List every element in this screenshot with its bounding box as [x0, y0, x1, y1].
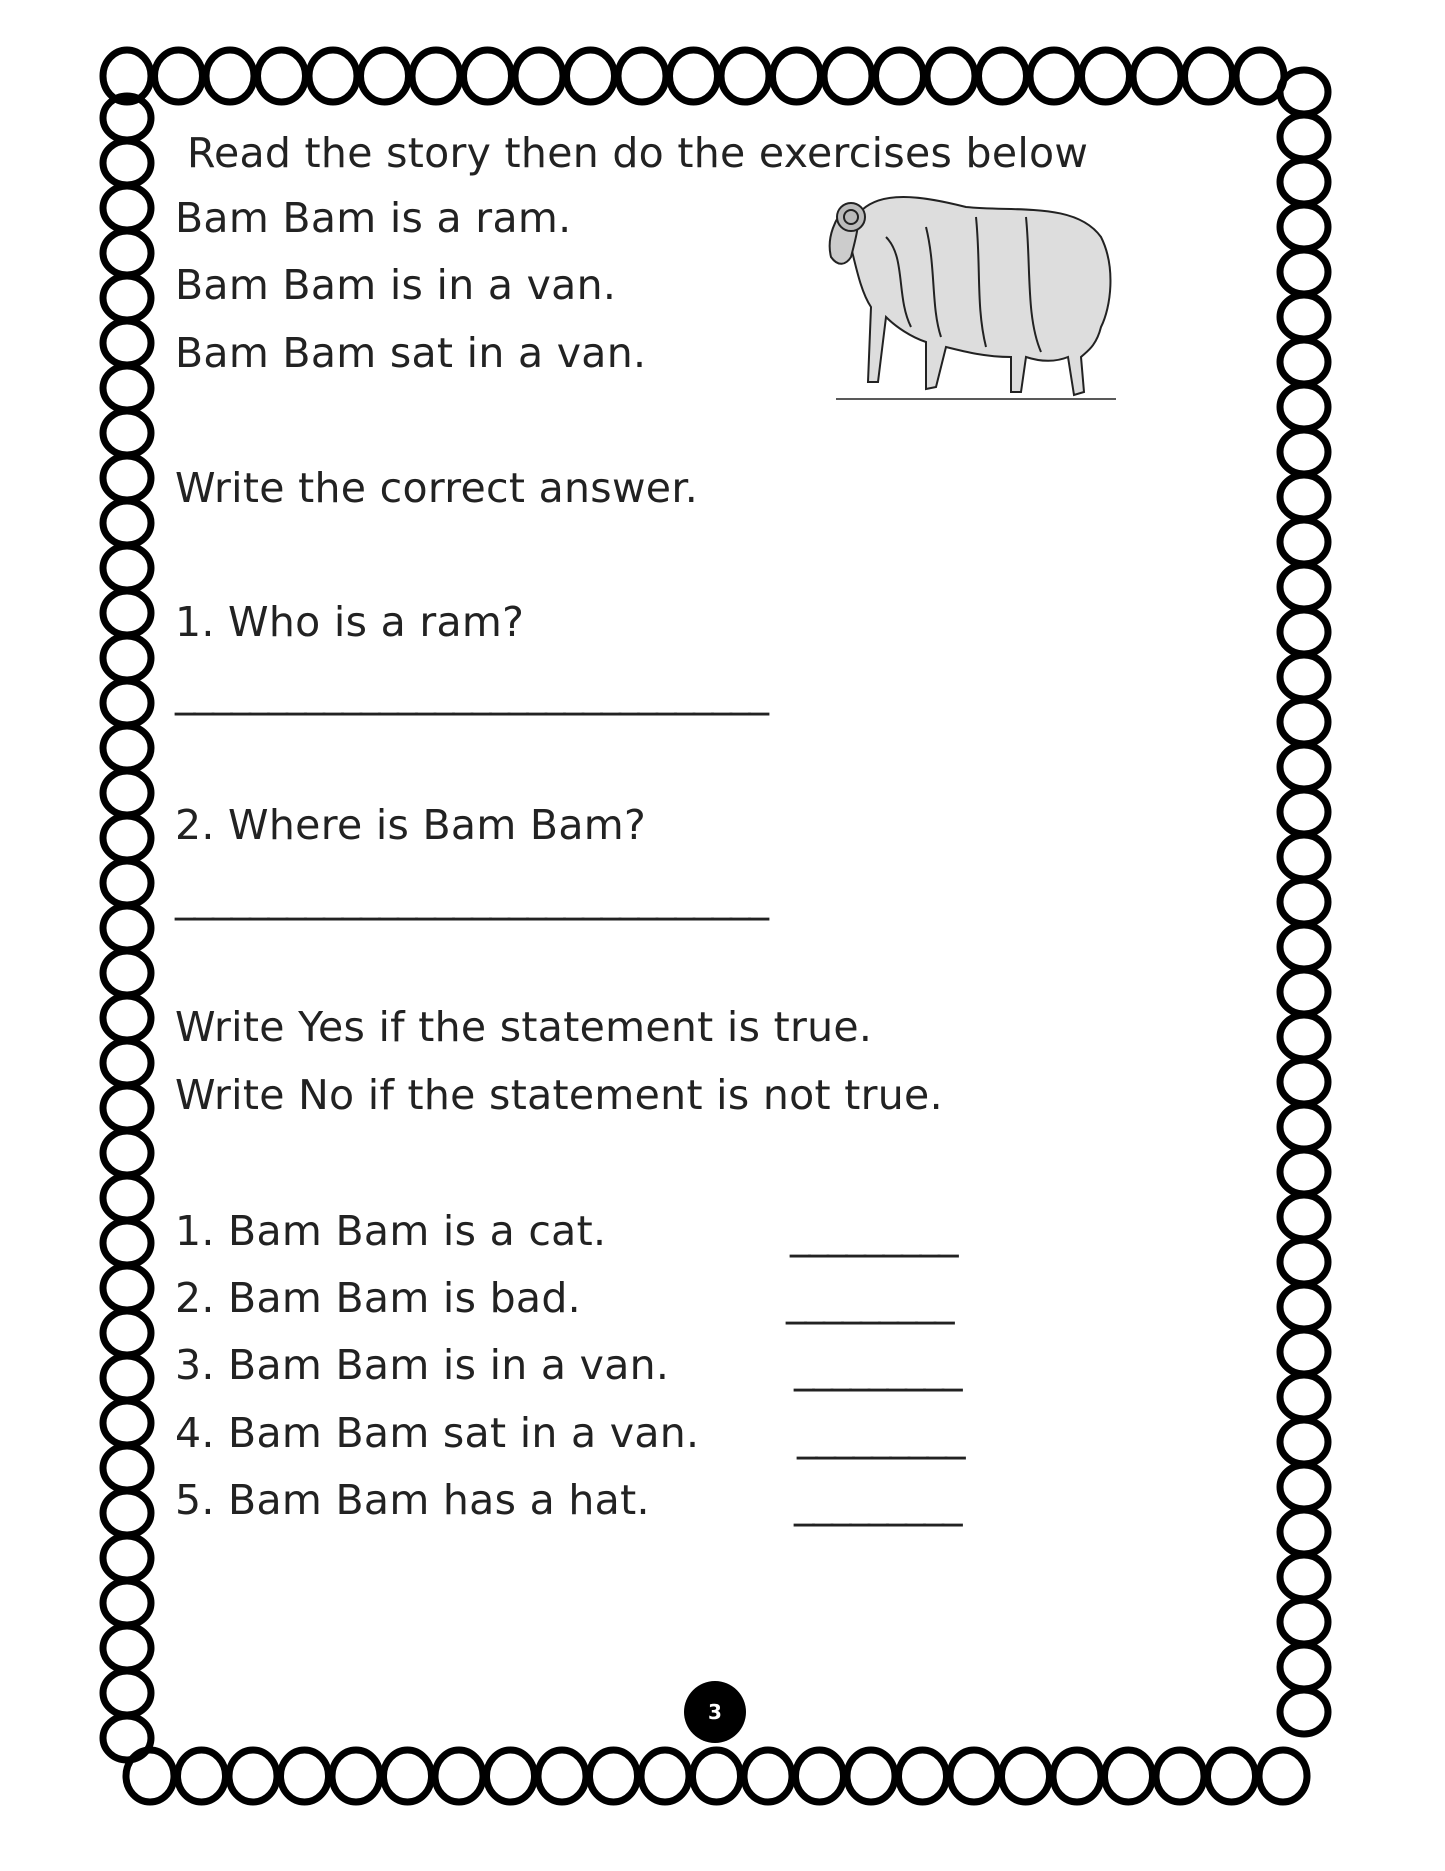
border-ring [103, 141, 151, 185]
border-ring [876, 50, 924, 102]
statement-blank-3[interactable]: _________ [794, 1344, 961, 1392]
border-ring [1280, 1240, 1328, 1284]
border-ring [1156, 1750, 1204, 1802]
border-ring [103, 951, 151, 995]
border-ring [1280, 385, 1328, 429]
border-ring [103, 861, 151, 905]
border-ring [927, 50, 975, 102]
border-ring [515, 50, 563, 102]
border-ring [103, 1131, 151, 1175]
border-ring [1280, 1645, 1328, 1689]
border-ring [1280, 1015, 1328, 1059]
border-ring [103, 1041, 151, 1085]
border-ring [1280, 295, 1328, 339]
border-ring [258, 50, 306, 102]
border-ring [103, 1401, 151, 1445]
border-ring [103, 1311, 151, 1355]
border-ring [103, 906, 151, 950]
border-ring [103, 681, 151, 725]
border-ring [950, 1750, 998, 1802]
border-ring [1280, 1420, 1328, 1464]
border-ring [103, 771, 151, 815]
border-ring [1280, 1465, 1328, 1509]
border-ring [1030, 50, 1078, 102]
border-ring [103, 816, 151, 860]
border-ring [281, 1750, 329, 1802]
border-ring [435, 1750, 483, 1802]
border-ring [103, 636, 151, 680]
border-ring [1280, 925, 1328, 969]
border-ring [979, 50, 1027, 102]
border-ring [1280, 835, 1328, 879]
border-ring [1053, 1750, 1101, 1802]
border-ring [206, 50, 254, 102]
border-ring [103, 1176, 151, 1220]
border-ring [1280, 340, 1328, 384]
border-ring [744, 1750, 792, 1802]
question-2: 2. Where is Bam Bam? [175, 801, 647, 849]
border-ring [1280, 970, 1328, 1014]
border-ring [1185, 50, 1233, 102]
border-ring [103, 1581, 151, 1625]
story-line: Bam Bam is in a van. [175, 261, 617, 309]
border-ring [1280, 565, 1328, 609]
border-ring [1280, 1195, 1328, 1239]
border-ring [1280, 1555, 1328, 1599]
statement-5: 5. Bam Bam has a hat. [175, 1476, 650, 1524]
border-ring [538, 1750, 586, 1802]
section1-instruction: Write the correct answer. [175, 464, 699, 512]
section2-instruction-yes: Write Yes if the statement is true. [175, 1003, 873, 1051]
border-ring [670, 50, 718, 102]
border-ring [487, 1750, 535, 1802]
statement-4: 4. Bam Bam sat in a van. [175, 1409, 700, 1457]
border-ring [824, 50, 872, 102]
border-ring [178, 1750, 226, 1802]
border-ring [464, 50, 512, 102]
border-ring [103, 1716, 151, 1760]
border-ring [103, 456, 151, 500]
border-ring [103, 591, 151, 635]
border-ring [103, 366, 151, 410]
border-ring [155, 50, 203, 102]
border-ring [796, 1750, 844, 1802]
border-ring [103, 276, 151, 320]
border-ring [1280, 250, 1328, 294]
border-ring [1280, 1375, 1328, 1419]
border-ring [1002, 1750, 1050, 1802]
border-ring [1105, 1750, 1153, 1802]
border-ring [618, 50, 666, 102]
border-ring [103, 1446, 151, 1490]
border-ring [641, 1750, 689, 1802]
border-ring [1280, 1690, 1328, 1734]
border-ring [361, 50, 409, 102]
border-ring [773, 50, 821, 102]
border-ring [103, 1086, 151, 1130]
border-ring [1133, 50, 1181, 102]
border-ring [103, 501, 151, 545]
story-line: Bam Bam is a ram. [175, 194, 572, 242]
border-ring [847, 1750, 895, 1802]
statement-blank-5[interactable]: _________ [794, 1479, 961, 1527]
border-ring [1280, 70, 1328, 114]
border-ring [1082, 50, 1130, 102]
border-ring [103, 1221, 151, 1265]
statement-blank-1[interactable]: _________ [790, 1210, 957, 1258]
border-ring [103, 546, 151, 590]
border-ring [412, 50, 460, 102]
statement-blank-2[interactable]: _________ [786, 1277, 953, 1325]
border-ring [1280, 1060, 1328, 1104]
border-ring [899, 1750, 947, 1802]
border-ring [1280, 160, 1328, 204]
border-ring [103, 1491, 151, 1535]
border-ring [1280, 610, 1328, 654]
border-ring [590, 1750, 638, 1802]
border-ring [721, 50, 769, 102]
statement-3: 3. Bam Bam is in a van. [175, 1341, 670, 1389]
border-ring [1280, 1105, 1328, 1149]
border-ring [1280, 1330, 1328, 1374]
border-ring [103, 726, 151, 770]
border-ring [332, 1750, 380, 1802]
statement-blank-4[interactable]: _________ [797, 1412, 964, 1460]
border-ring [1259, 1750, 1307, 1802]
page-number-badge: 3 [684, 1681, 746, 1743]
border-ring [103, 411, 151, 455]
border-ring [1280, 745, 1328, 789]
story-line: Bam Bam sat in a van. [175, 329, 647, 377]
border-ring [103, 1266, 151, 1310]
border-ring [1280, 700, 1328, 744]
border-ring [103, 1626, 151, 1670]
border-ring [103, 231, 151, 275]
border-ring [103, 1356, 151, 1400]
question-1: 1. Who is a ram? [175, 598, 525, 646]
border-ring [1280, 1150, 1328, 1194]
border-ring [1280, 520, 1328, 564]
statement-2: 2. Bam Bam is bad. [175, 1274, 581, 1322]
border-ring [1280, 430, 1328, 474]
border-ring [1280, 1510, 1328, 1554]
border-ring [693, 1750, 741, 1802]
statement-1: 1. Bam Bam is a cat. [175, 1207, 607, 1255]
border-ring [103, 1671, 151, 1715]
border-ring [103, 186, 151, 230]
border-ring [1280, 1285, 1328, 1329]
border-ring [1280, 475, 1328, 519]
section2-instruction-no: Write No if the statement is not true. [175, 1071, 943, 1119]
border-ring [1280, 205, 1328, 249]
border-ring [229, 1750, 277, 1802]
answer-line-1[interactable]: ________________________________ [175, 668, 767, 716]
border-ring [1280, 655, 1328, 699]
answer-line-2[interactable]: ________________________________ [175, 873, 767, 921]
border-ring [384, 1750, 432, 1802]
border-ring [103, 1536, 151, 1580]
border-ring [103, 321, 151, 365]
border-ring [1280, 115, 1328, 159]
border-ring [103, 996, 151, 1040]
border-ring [1280, 1600, 1328, 1644]
border-ring [309, 50, 357, 102]
border-ring [1280, 790, 1328, 834]
border-ring [1280, 880, 1328, 924]
border-ring [567, 50, 615, 102]
ram-illustration-icon [816, 177, 1126, 409]
page-title: Read the story then do the exercises below [187, 129, 1089, 177]
border-ring [1208, 1750, 1256, 1802]
